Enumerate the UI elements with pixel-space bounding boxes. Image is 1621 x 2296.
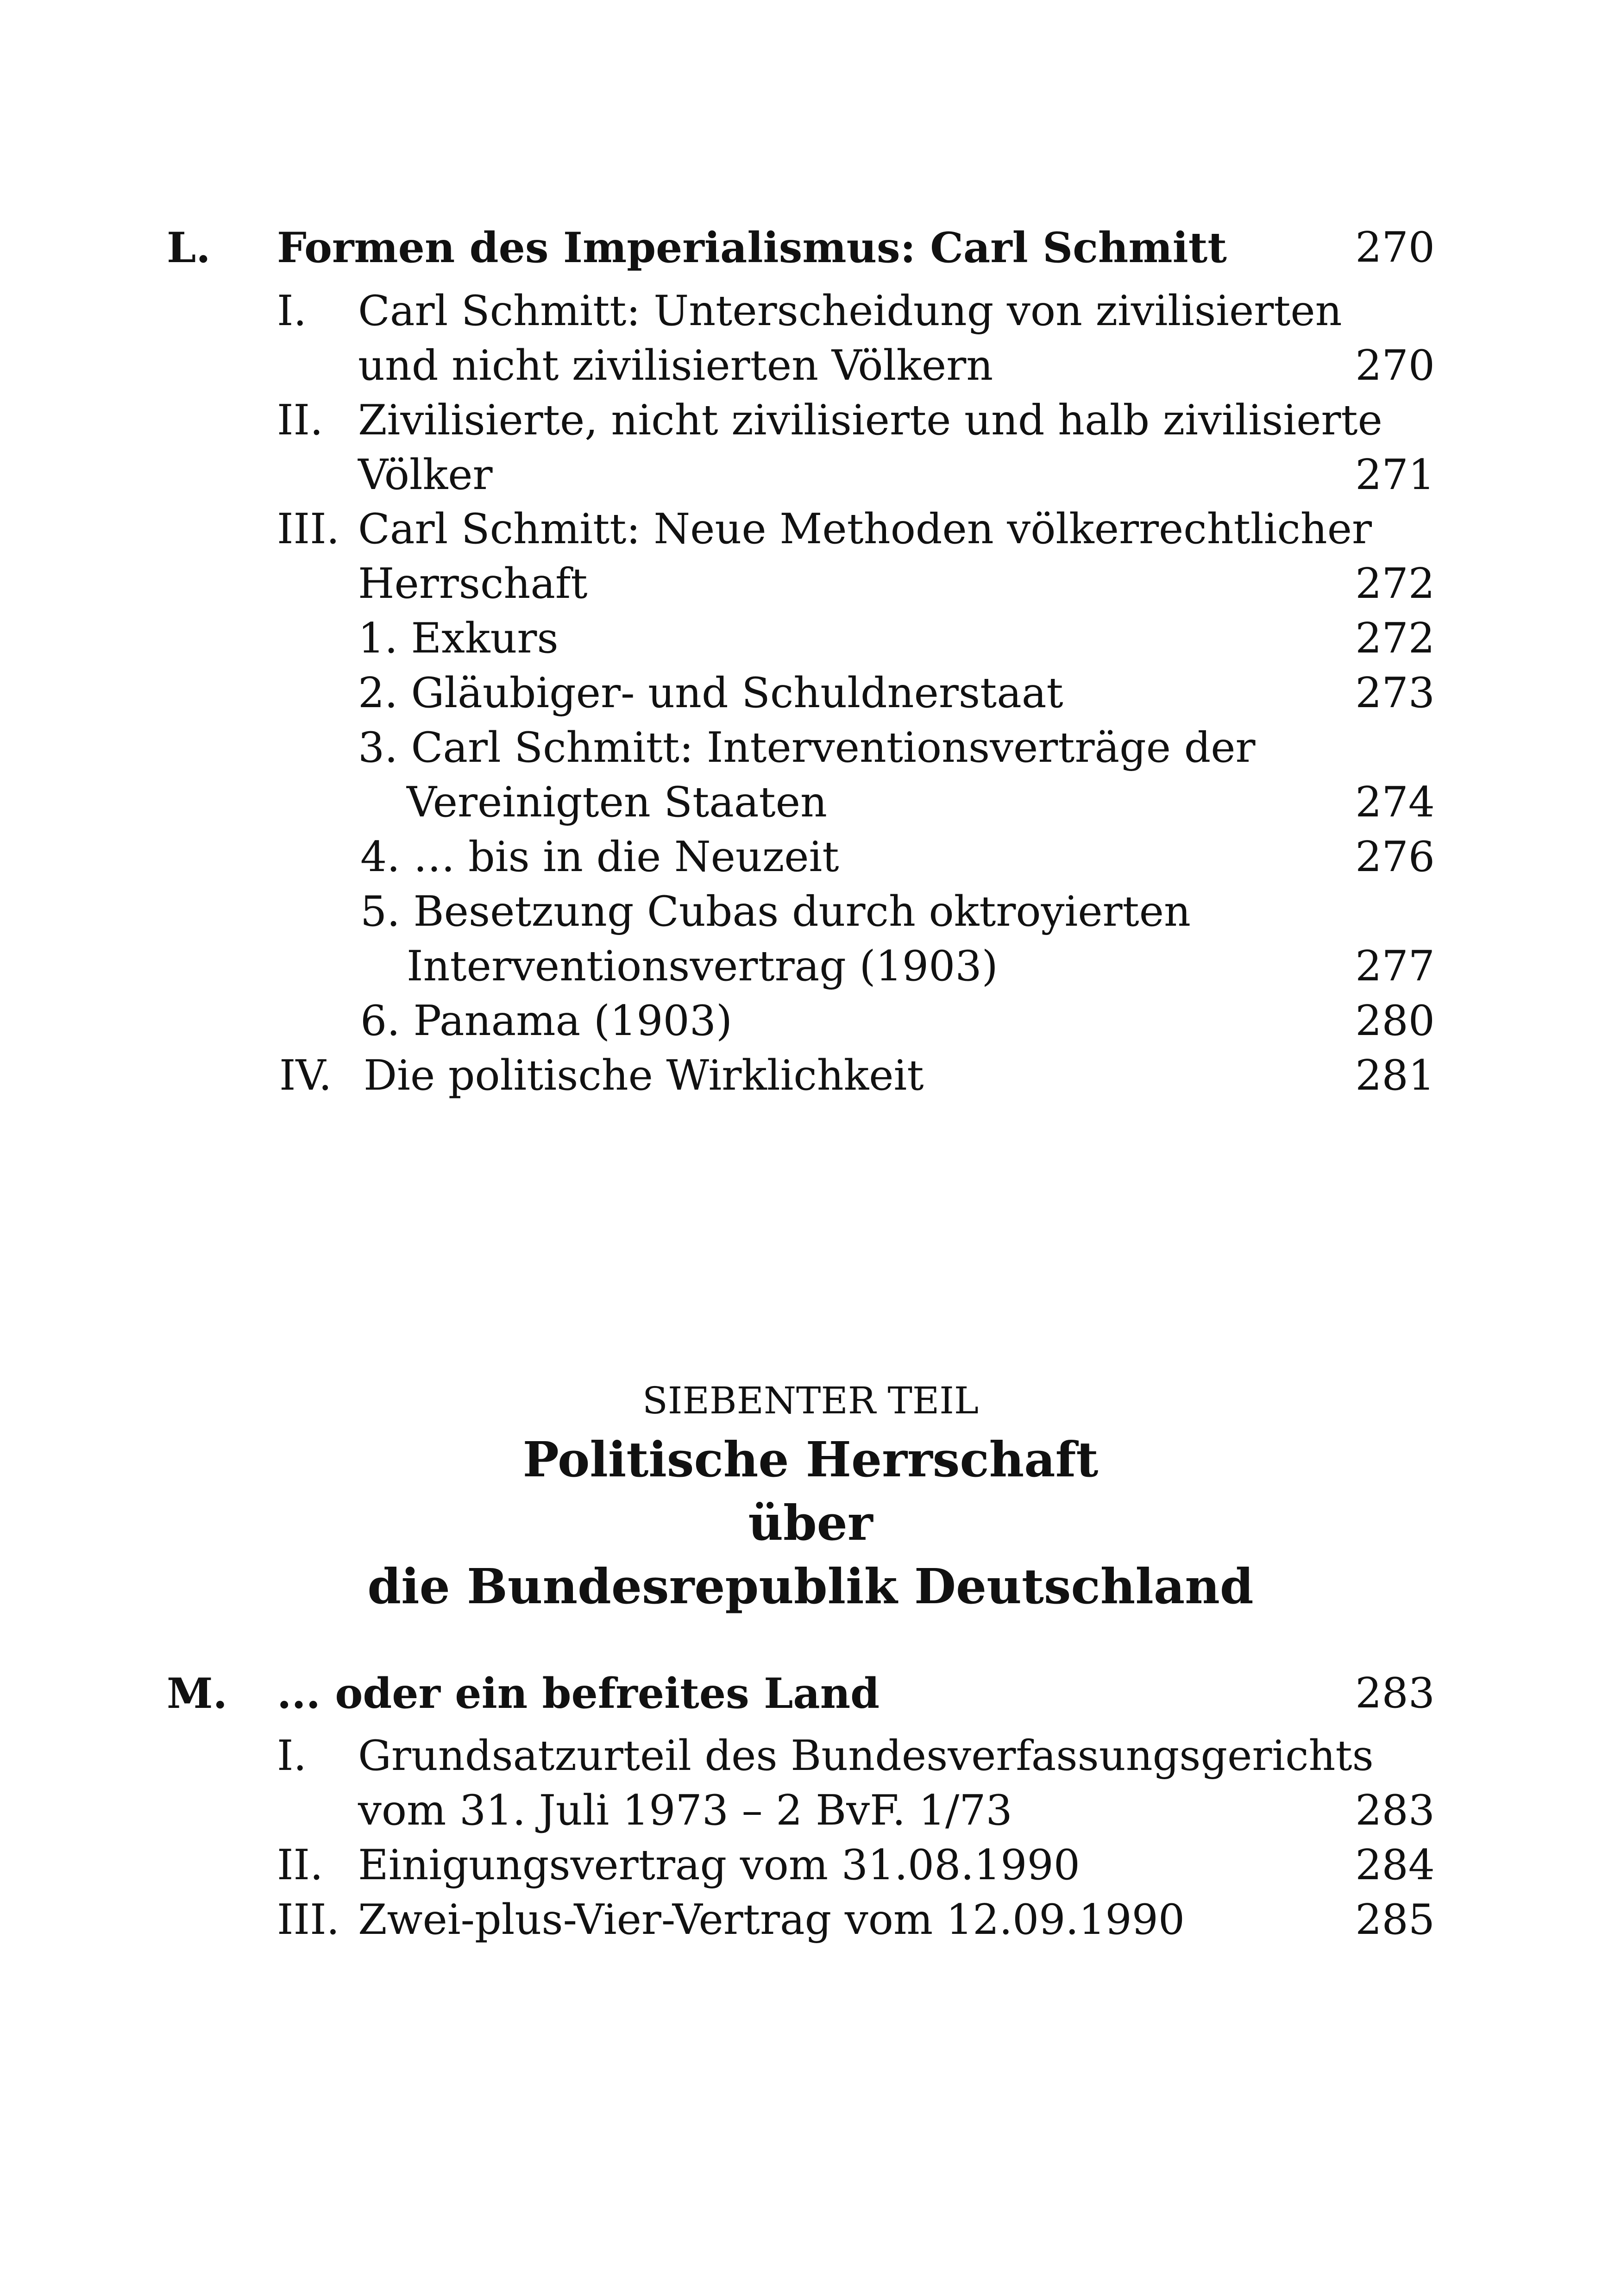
toc-item-page: 270 xyxy=(1355,341,1435,390)
toc-item-title: Zivilisierte, nicht zivilisierte und halb zivilisierte xyxy=(358,396,1382,445)
toc-subitem-title: 6. Panama (1903) xyxy=(360,997,733,1045)
toc-item-title: Carl Schmitt: Neue Methoden völkerrechtlicher xyxy=(358,505,1372,553)
toc-subitem-title: 1. Exkurs xyxy=(358,614,559,663)
toc-subitem-title: 2. Gläubiger- und Schuldnerstaat xyxy=(358,669,1063,717)
toc-item-number: II. xyxy=(277,1841,323,1889)
section-letter: M. xyxy=(167,1669,227,1718)
toc-item-number: IV. xyxy=(279,1051,332,1100)
toc-subitem-title-cont: Vereinigten Staaten xyxy=(407,778,827,827)
section-letter: L. xyxy=(167,223,211,272)
toc-subitem-page: 274 xyxy=(1355,778,1435,827)
toc-item-title-cont: und nicht zivilisierten Völkern xyxy=(358,341,993,390)
toc-item-number: I. xyxy=(277,287,307,335)
section-page-number: 283 xyxy=(1355,1669,1435,1718)
toc-item-title-cont: vom 31. Juli 1973 – 2 BvF. 1/73 xyxy=(358,1786,1012,1835)
toc-item-title-cont: Völker xyxy=(358,451,493,499)
part-title-line: über xyxy=(748,1494,873,1551)
toc-item-number: II. xyxy=(277,396,323,445)
part-title-line: die Bundesrepublik Deutschland xyxy=(367,1558,1254,1615)
toc-item-page: 285 xyxy=(1355,1895,1435,1944)
toc-subitem-page: 280 xyxy=(1355,997,1435,1045)
toc-item-page: 283 xyxy=(1355,1786,1435,1835)
toc-item-number: III. xyxy=(277,1895,340,1944)
toc-item-number: III. xyxy=(277,505,340,553)
toc-item-page: 272 xyxy=(1355,559,1435,608)
toc-item-title: Zwei-plus-Vier-Vertrag vom 12.09.1990 xyxy=(358,1895,1185,1944)
section-page-number: 270 xyxy=(1355,223,1435,272)
part-label: SIEBENTER TEIL xyxy=(642,1379,979,1422)
toc-item-title: Carl Schmitt: Unterscheidung von zivilisierten xyxy=(358,287,1342,335)
section-title: Formen des Imperialismus: Carl Schmitt xyxy=(277,223,1227,272)
toc-subitem-title: 4. … bis in die Neuzeit xyxy=(360,833,839,881)
toc-item-page: 281 xyxy=(1355,1051,1435,1100)
toc-item-title: Einigungsvertrag vom 31.08.1990 xyxy=(358,1841,1081,1889)
toc-item-page: 271 xyxy=(1355,451,1435,499)
toc-subitem-title: 5. Besetzung Cubas durch oktroyierten xyxy=(360,887,1191,936)
section-title: ... oder ein befreites Land xyxy=(277,1669,880,1718)
toc-subitem-page: 277 xyxy=(1355,942,1435,991)
toc-subitem-page: 272 xyxy=(1355,614,1435,663)
part-title-line: Politische Herrschaft xyxy=(522,1431,1099,1488)
toc-subitem-page: 276 xyxy=(1355,833,1435,881)
toc-subitem-page: 273 xyxy=(1355,669,1435,717)
toc-subitem-title: 3. Carl Schmitt: Interventionsverträge der xyxy=(358,723,1256,772)
toc-item-title: Die politische Wirklichkeit xyxy=(364,1051,924,1100)
toc-item-number: I. xyxy=(277,1731,307,1780)
toc-item-title-cont: Herrschaft xyxy=(358,559,588,608)
toc-item-page: 284 xyxy=(1355,1841,1435,1889)
toc-item-title: Grundsatzurteil des Bundesverfassungsgerichts xyxy=(358,1731,1374,1780)
toc-subitem-title-cont: Interventionsvertrag (1903) xyxy=(407,942,998,991)
